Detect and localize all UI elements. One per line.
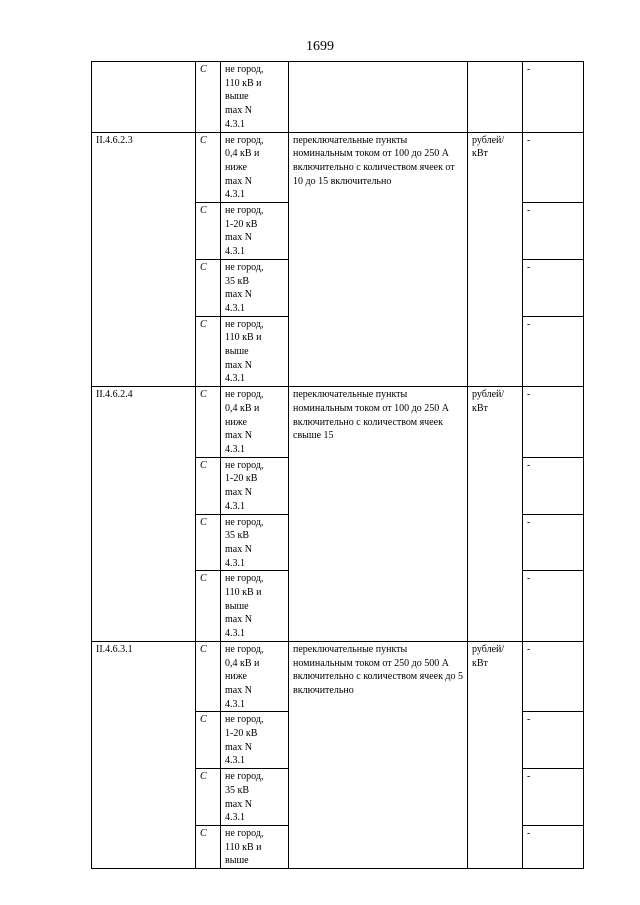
row-letter-cell: С [196, 259, 221, 316]
row-value-cell: - [523, 62, 584, 133]
row-unit-cell [468, 62, 523, 133]
row-condition-cell: не город, 0,4 кВ и ниже max N 4.3.1 [221, 132, 289, 203]
row-unit-cell: рублей/ кВт [468, 132, 523, 387]
row-condition-cell: не город, 110 кВ и выше max N 4.3.1 [221, 316, 289, 387]
table-row [92, 132, 584, 203]
row-letter-cell: С [196, 641, 221, 712]
row-unit-cell: рублей/ кВт [468, 641, 523, 868]
row-letter-cell: С [196, 712, 221, 769]
row-condition-cell: не город, 35 кВ max N 4.3.1 [221, 259, 289, 316]
table-row [92, 387, 584, 458]
row-value-cell: - [523, 571, 584, 642]
row-letter-cell: С [196, 514, 221, 571]
row-description-cell [289, 62, 468, 133]
row-value-cell: - [523, 203, 584, 260]
row-value-cell: - [523, 712, 584, 769]
row-value-cell: - [523, 259, 584, 316]
page-number: 1699 [306, 39, 334, 54]
row-letter-cell: С [196, 457, 221, 514]
row-letter-cell: С [196, 62, 221, 133]
row-letter-cell: С [196, 387, 221, 458]
row-value-cell: - [523, 132, 584, 203]
row-condition-cell: не город, 110 кВ и выше max N 4.3.1 [221, 571, 289, 642]
row-letter-cell: С [196, 769, 221, 826]
row-value-cell: - [523, 641, 584, 712]
row-description-cell: переключательные пункты номинальным током от 250 до 500 А включительно с количеством ячеек до 5 включительно [289, 641, 468, 868]
row-condition-cell: не город, 35 кВ max N 4.3.1 [221, 514, 289, 571]
row-letter-cell: С [196, 571, 221, 642]
table-row [92, 641, 584, 712]
row-condition-cell: не город, 1-20 кВ max N 4.3.1 [221, 457, 289, 514]
row-unit-cell: рублей/ кВт [468, 387, 523, 642]
row-letter-cell: С [196, 316, 221, 387]
row-code-cell: II.4.6.2.4 [92, 387, 196, 642]
row-condition-cell: не город, 1-20 кВ max N 4.3.1 [221, 712, 289, 769]
row-condition-cell: не город, 110 кВ и выше max N 4.3.1 [221, 62, 289, 133]
row-value-cell: - [523, 316, 584, 387]
row-description-cell: переключательные пункты номинальным током от 100 до 250 А включительно с количеством ячеек свыше 15 [289, 387, 468, 642]
row-value-cell: - [523, 769, 584, 826]
row-value-cell: - [523, 457, 584, 514]
row-value-cell: - [523, 825, 584, 868]
row-condition-cell: не город, 35 кВ max N 4.3.1 [221, 769, 289, 826]
tariff-table [91, 61, 584, 869]
row-value-cell: - [523, 514, 584, 571]
row-letter-cell: С [196, 132, 221, 203]
row-letter-cell: С [196, 203, 221, 260]
row-code-cell: II.4.6.3.1 [92, 641, 196, 868]
row-condition-cell: не город, 1-20 кВ max N 4.3.1 [221, 203, 289, 260]
row-condition-cell: не город, 110 кВ и выше [221, 825, 289, 868]
table-row [92, 62, 584, 133]
row-condition-cell: не город, 0,4 кВ и ниже max N 4.3.1 [221, 387, 289, 458]
row-condition-cell: не город, 0,4 кВ и ниже max N 4.3.1 [221, 641, 289, 712]
row-value-cell: - [523, 387, 584, 458]
row-code-cell [92, 62, 196, 133]
row-letter-cell: С [196, 825, 221, 868]
row-description-cell: переключательные пункты номинальным током от 100 до 250 А включительно с количеством ячеек от 10 до 15 включительно [289, 132, 468, 387]
row-code-cell: II.4.6.2.3 [92, 132, 196, 387]
